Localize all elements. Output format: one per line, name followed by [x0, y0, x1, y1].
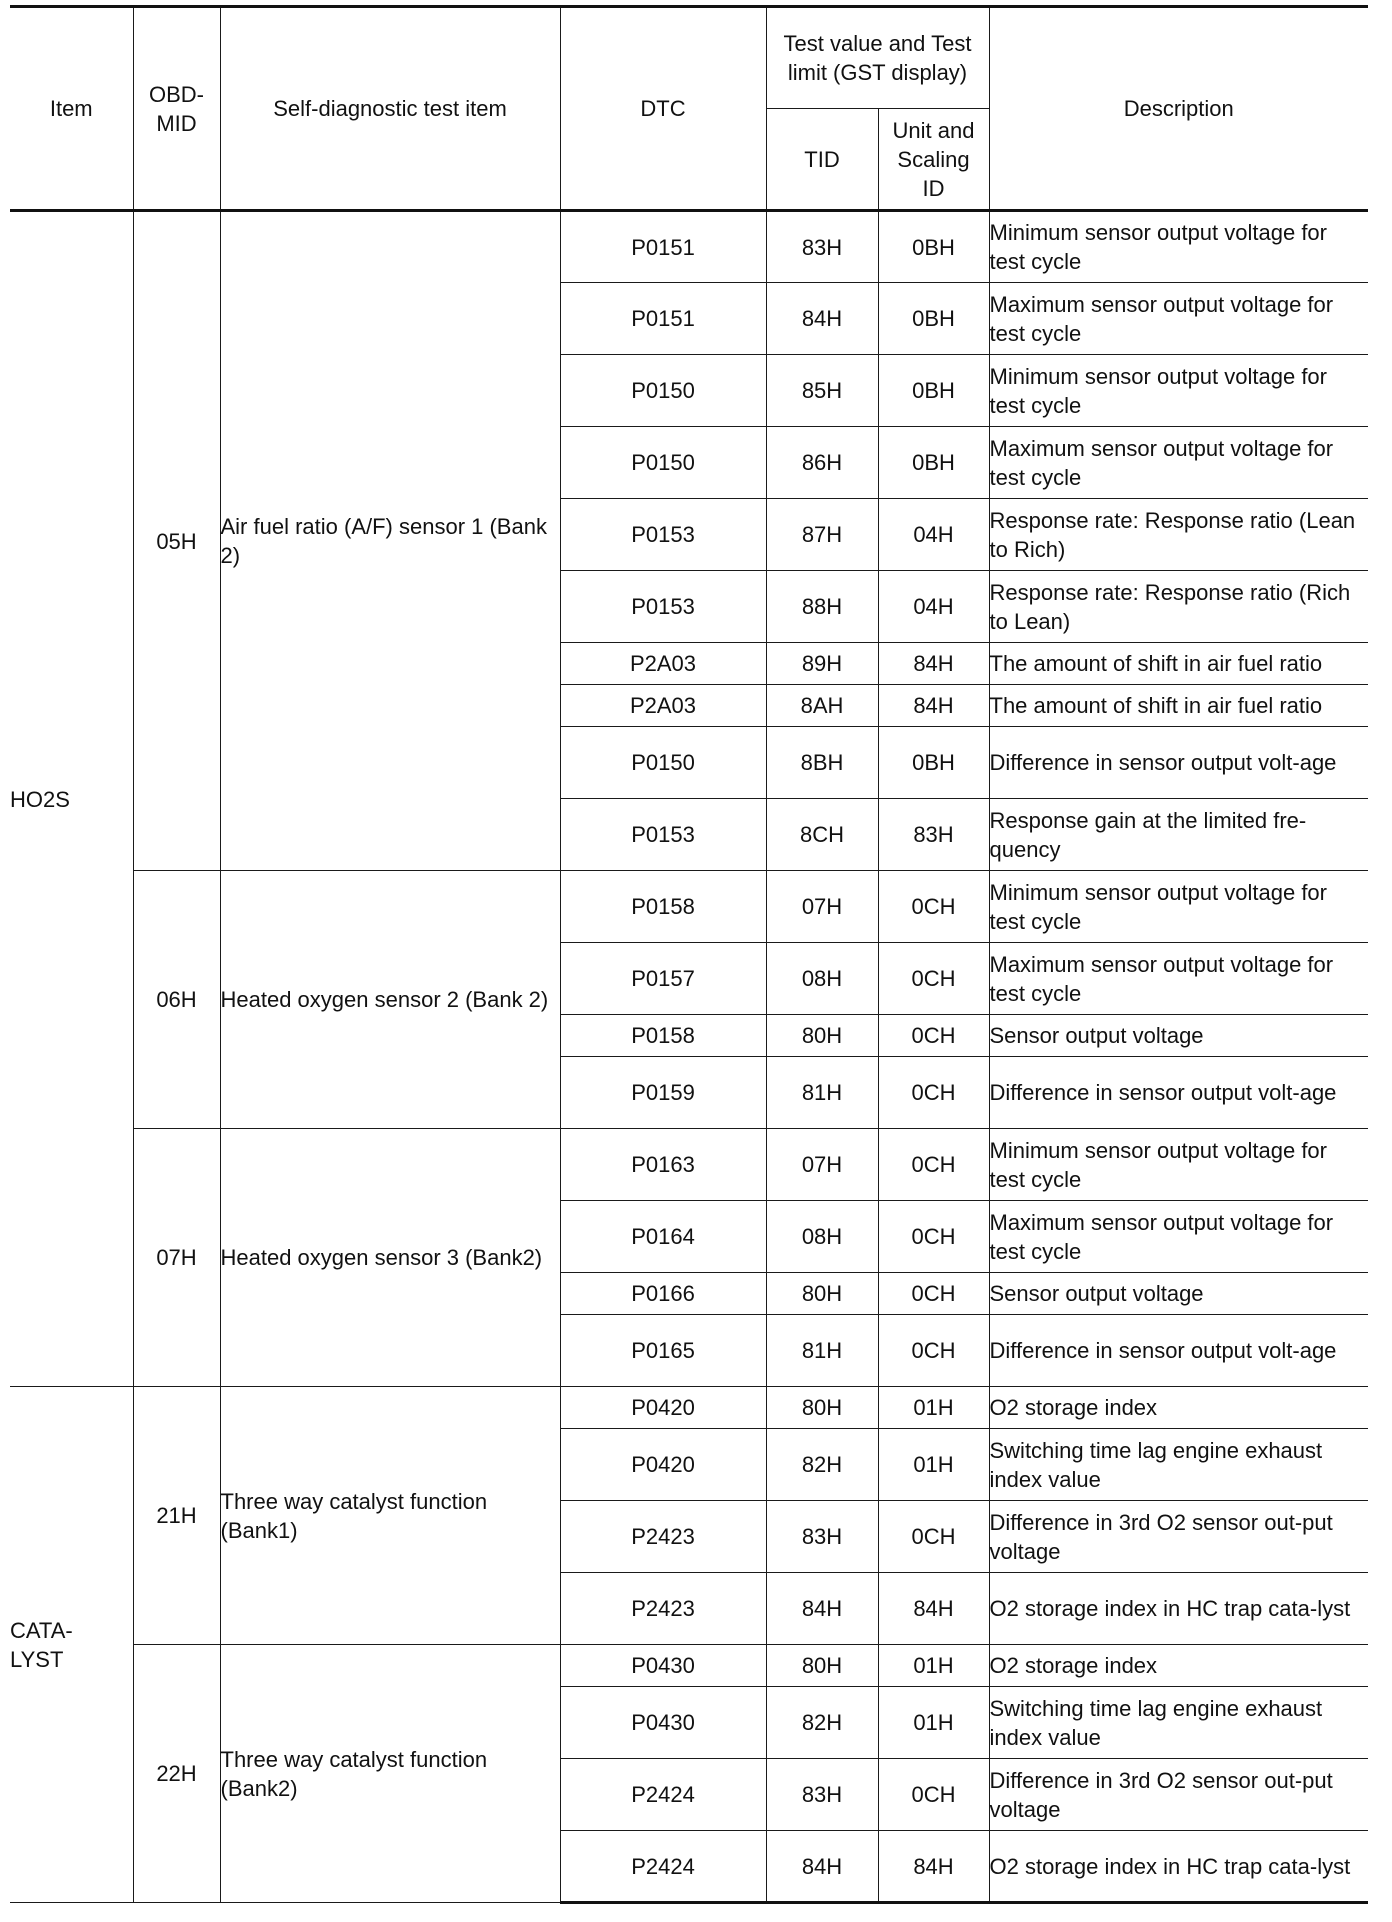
description-cell: Minimum sensor output voltage for test cycle — [989, 211, 1368, 283]
dtc-cell: P2423 — [560, 1501, 766, 1573]
unit-cell: 0CH — [878, 1057, 989, 1129]
description-cell: O2 storage index — [989, 1387, 1368, 1429]
tid-cell: 83H — [766, 1759, 878, 1831]
unit-cell: 0CH — [878, 1759, 989, 1831]
tid-cell: 85H — [766, 355, 878, 427]
tid-cell: 88H — [766, 571, 878, 643]
tid-cell: 80H — [766, 1273, 878, 1315]
description-cell: Switching time lag engine exhaust index value — [989, 1429, 1368, 1501]
tid-cell: 84H — [766, 1573, 878, 1645]
dtc-cell: P0150 — [560, 427, 766, 499]
dtc-cell: P0151 — [560, 283, 766, 355]
dtc-cell: P0150 — [560, 727, 766, 799]
mid-05h: 05H — [133, 211, 220, 871]
dtc-cell: P2A03 — [560, 685, 766, 727]
unit-cell: 84H — [878, 685, 989, 727]
header-test-item: Self-diagnostic test item — [220, 7, 560, 211]
description-cell: Difference in sensor output volt-age — [989, 1315, 1368, 1387]
unit-cell: 0BH — [878, 427, 989, 499]
mid-07h: 07H — [133, 1129, 220, 1387]
unit-cell: 01H — [878, 1429, 989, 1501]
tid-cell: 8CH — [766, 799, 878, 871]
tid-cell: 83H — [766, 211, 878, 283]
unit-cell: 0BH — [878, 727, 989, 799]
tid-cell: 07H — [766, 1129, 878, 1201]
mid-21h: 21H — [133, 1387, 220, 1645]
mid-22h: 22H — [133, 1645, 220, 1903]
dtc-cell: P0165 — [560, 1315, 766, 1387]
tid-cell: 83H — [766, 1501, 878, 1573]
tid-cell: 81H — [766, 1315, 878, 1387]
unit-cell: 84H — [878, 643, 989, 685]
mid-06h: 06H — [133, 871, 220, 1129]
dtc-cell: P0163 — [560, 1129, 766, 1201]
unit-cell: 84H — [878, 1831, 989, 1903]
tid-cell: 89H — [766, 643, 878, 685]
description-cell: Maximum sensor output voltage for test cycle — [989, 1201, 1368, 1273]
dtc-cell: P0153 — [560, 499, 766, 571]
unit-cell: 0CH — [878, 1201, 989, 1273]
unit-cell: 04H — [878, 499, 989, 571]
tid-cell: 82H — [766, 1687, 878, 1759]
description-cell: Maximum sensor output voltage for test cycle — [989, 283, 1368, 355]
unit-cell: 84H — [878, 1573, 989, 1645]
dtc-cell: P0153 — [560, 571, 766, 643]
tid-cell: 87H — [766, 499, 878, 571]
dtc-cell: P0158 — [560, 871, 766, 943]
unit-cell: 0BH — [878, 283, 989, 355]
dtc-cell: P2424 — [560, 1831, 766, 1903]
dtc-cell: P0151 — [560, 211, 766, 283]
tid-cell: 08H — [766, 943, 878, 1015]
description-cell: Minimum sensor output voltage for test cycle — [989, 1129, 1368, 1201]
dtc-cell: P0157 — [560, 943, 766, 1015]
test-item-07h: Heated oxygen sensor 3 (Bank2) — [220, 1129, 560, 1387]
dtc-cell: P0164 — [560, 1201, 766, 1273]
header-description: Description — [989, 7, 1368, 211]
unit-cell: 0CH — [878, 1501, 989, 1573]
tid-cell: 80H — [766, 1015, 878, 1057]
dtc-cell: P0153 — [560, 799, 766, 871]
description-cell: Maximum sensor output voltage for test cycle — [989, 427, 1368, 499]
description-cell: O2 storage index — [989, 1645, 1368, 1687]
unit-cell: 0CH — [878, 943, 989, 1015]
dtc-cell: P0430 — [560, 1687, 766, 1759]
description-cell: Difference in 3rd O2 sensor out-put voltage — [989, 1501, 1368, 1573]
dtc-cell: P2A03 — [560, 643, 766, 685]
description-cell: Difference in 3rd O2 sensor out-put voltage — [989, 1759, 1368, 1831]
tid-cell: 86H — [766, 427, 878, 499]
description-cell: Maximum sensor output voltage for test cycle — [989, 943, 1368, 1015]
description-cell: The amount of shift in air fuel ratio — [989, 643, 1368, 685]
unit-cell: 0BH — [878, 355, 989, 427]
unit-cell: 01H — [878, 1645, 989, 1687]
description-cell: Sensor output voltage — [989, 1015, 1368, 1057]
description-cell: Sensor output voltage — [989, 1273, 1368, 1315]
test-item-21h: Three way catalyst function (Bank1) — [220, 1387, 560, 1645]
description-cell: Minimum sensor output voltage for test cycle — [989, 871, 1368, 943]
header-item: Item — [10, 7, 133, 211]
obd-test-table — [10, 5, 1368, 1904]
header-test-value: Test value and Test limit (GST display) — [766, 7, 989, 109]
description-cell: Switching time lag engine exhaust index value — [989, 1687, 1368, 1759]
tid-cell: 8AH — [766, 685, 878, 727]
header-tid: TID — [766, 109, 878, 211]
dtc-cell: P0159 — [560, 1057, 766, 1129]
tid-cell: 80H — [766, 1387, 878, 1429]
unit-cell: 0CH — [878, 1129, 989, 1201]
tid-cell: 08H — [766, 1201, 878, 1273]
description-cell: Difference in sensor output volt-age — [989, 1057, 1368, 1129]
unit-cell: 83H — [878, 799, 989, 871]
tid-cell: 84H — [766, 283, 878, 355]
unit-cell: 0CH — [878, 1315, 989, 1387]
tid-cell: 82H — [766, 1429, 878, 1501]
unit-cell: 0CH — [878, 1273, 989, 1315]
item-ho2s: HO2S — [10, 211, 133, 1387]
unit-cell: 01H — [878, 1387, 989, 1429]
description-cell: O2 storage index in HC trap cata-lyst — [989, 1831, 1368, 1903]
header-dtc: DTC — [560, 7, 766, 211]
test-item-05h: Air fuel ratio (A/F) sensor 1 (Bank 2) — [220, 211, 560, 871]
unit-cell: 04H — [878, 571, 989, 643]
dtc-cell: P0430 — [560, 1645, 766, 1687]
dtc-cell: P2423 — [560, 1573, 766, 1645]
dtc-cell: P0420 — [560, 1429, 766, 1501]
test-item-06h: Heated oxygen sensor 2 (Bank 2) — [220, 871, 560, 1129]
description-cell: Response gain at the limited fre-quency — [989, 799, 1368, 871]
dtc-cell: P0150 — [560, 355, 766, 427]
tid-cell: 80H — [766, 1645, 878, 1687]
header-unit-scaling-id: Unit and Scaling ID — [878, 109, 989, 211]
description-cell: Response rate: Response ratio (Rich to Lean) — [989, 571, 1368, 643]
tid-cell: 81H — [766, 1057, 878, 1129]
description-cell: Minimum sensor output voltage for test cycle — [989, 355, 1368, 427]
description-cell: O2 storage index in HC trap cata-lyst — [989, 1573, 1368, 1645]
item-catalyst: CATA- LYST — [10, 1387, 133, 1903]
unit-cell: 01H — [878, 1687, 989, 1759]
unit-cell: 0CH — [878, 1015, 989, 1057]
test-item-22h: Three way catalyst function (Bank2) — [220, 1645, 560, 1903]
unit-cell: 0CH — [878, 871, 989, 943]
unit-cell: 0BH — [878, 211, 989, 283]
tid-cell: 07H — [766, 871, 878, 943]
description-cell: Response rate: Response ratio (Lean to Rich) — [989, 499, 1368, 571]
dtc-cell: P0166 — [560, 1273, 766, 1315]
tid-cell: 8BH — [766, 727, 878, 799]
tid-cell: 84H — [766, 1831, 878, 1903]
dtc-cell: P0420 — [560, 1387, 766, 1429]
dtc-cell: P0158 — [560, 1015, 766, 1057]
description-cell: The amount of shift in air fuel ratio — [989, 685, 1368, 727]
description-cell: Difference in sensor output volt-age — [989, 727, 1368, 799]
header-obd-mid: OBD- MID — [133, 7, 220, 211]
dtc-cell: P2424 — [560, 1759, 766, 1831]
